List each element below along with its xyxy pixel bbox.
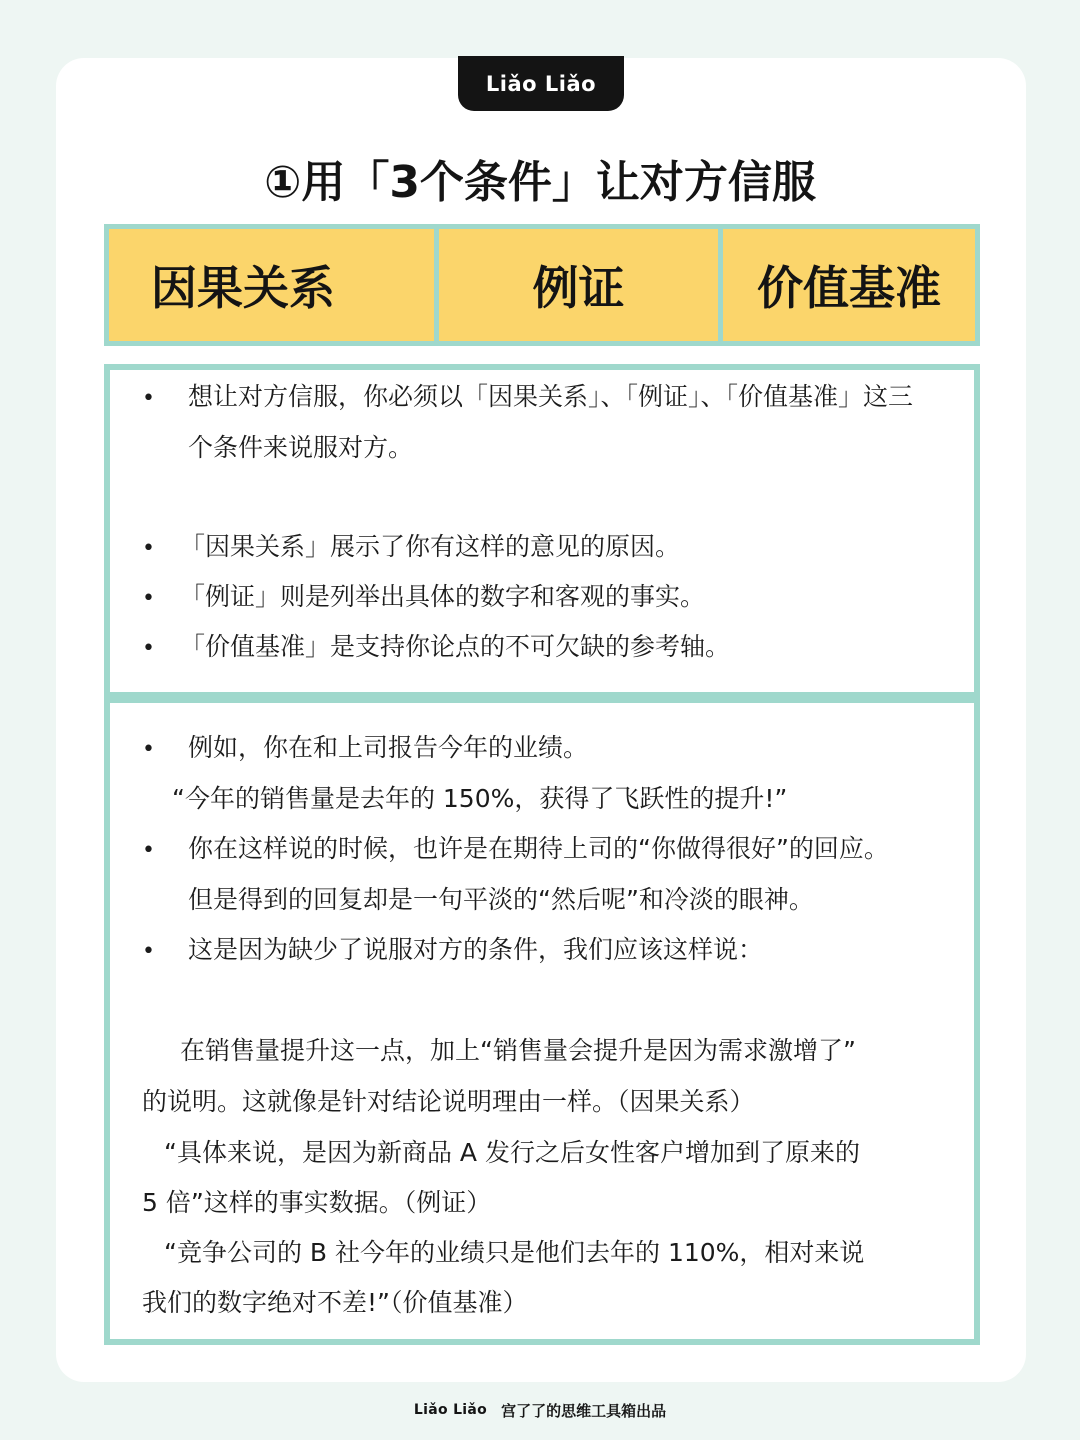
brand-logo-text: Liǎo Liǎo [485,71,597,96]
bullet-dot: • [142,737,155,762]
bullet-dot: • [142,636,155,661]
header-cause-effect: 因果关系 [109,229,434,341]
example-line: 我们的数字绝对不差!”（价值基准） [142,1288,528,1317]
bullet-dot: • [142,386,155,411]
example-line: “竞争公司的 B 社今年的业绩只是他们去年的 110%，相对来说 [164,1238,865,1267]
example-line: 但是得到的回复却是一句平淡的“然后呢”和冷淡的眼神。 [188,885,814,914]
page-title: ①用「3个条件」让对方信服 [264,157,816,208]
summary-line: 「价值基准」是支持你论点的不可欠缺的参考轴。 [180,632,731,661]
example-line: 在销售量提升这一点，加上“销售量会提升是因为需求激增了” [180,1036,856,1065]
condition-header-row [104,224,980,346]
example-line: 的说明。这就像是针对结论说明理由一样。（因果关系） [142,1087,755,1116]
brand-logo [458,56,624,111]
example-line: 你在这样说的时候，也许是在期待上司的“你做得很好”的回应。 [188,834,889,863]
bullet-dot: • [142,838,155,863]
bullet-dot: • [142,536,155,561]
example-line: 这是因为缺少了说服对方的条件，我们应该这样说： [188,935,764,964]
header-example: 例证 [439,229,718,341]
summary-line: 个条件来说服对方。 [188,433,414,462]
summary-line: 想让对方信服，你必须以「因果关系」、「例证」、「价值基准」这三 [188,382,914,411]
footer-text: 宫了了的思维工具箱出品 [501,1401,667,1420]
example-line: 5 倍”这样的事实数据。（例证） [142,1188,492,1217]
summary-line: 「因果关系」展示了你有这样的意见的原因。 [180,532,681,561]
footer-logo: Liǎo Liǎo [413,1402,488,1418]
summary-line: 「例证」则是列举出具体的数字和客观的事实。 [180,582,706,611]
footer [0,1394,1080,1426]
header-value-standard: 价值基准 [723,229,975,341]
bullet-dot: • [142,586,155,611]
example-line: “今年的销售量是去年的 150%，获得了飞跃性的提升!” [172,784,788,813]
bullet-dot: • [142,939,155,964]
example-line: 例如，你在和上司报告今年的业绩。 [188,733,589,762]
example-line: “具体来说，是因为新商品 A 发行之后女性客户增加到了原来的 [164,1138,860,1167]
